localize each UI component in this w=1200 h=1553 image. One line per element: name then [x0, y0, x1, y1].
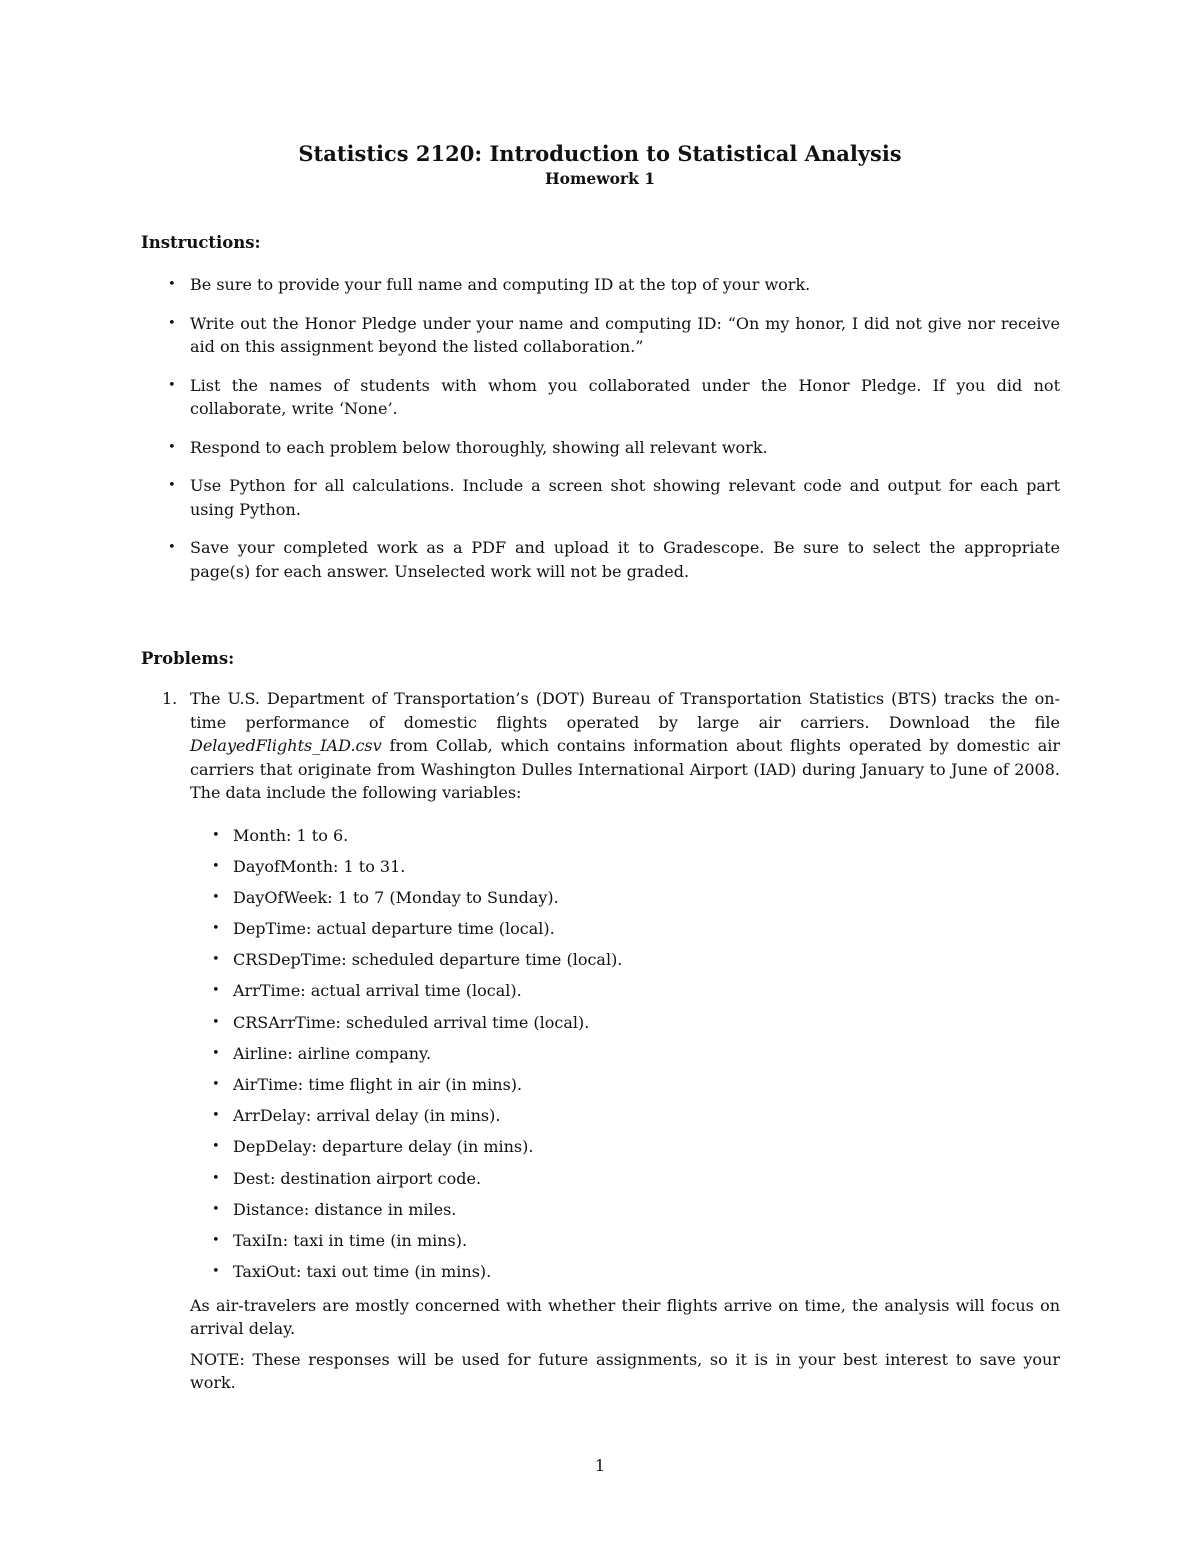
variable-item: [190, 1011, 1060, 1035]
variable-text: DayofMonth: 1 to 31.: [233, 856, 406, 876]
variable-text: AirTime: time flight in air (in mins).: [233, 1075, 523, 1094]
bullet-icon: •: [168, 540, 176, 555]
bullet-icon: •: [212, 827, 220, 843]
instruction-item: [163, 312, 1060, 359]
variable-item: [190, 1260, 1060, 1284]
variable-item: [190, 1042, 1060, 1066]
variable-item: [190, 1135, 1060, 1159]
instruction-item: [163, 436, 1060, 460]
page-number: 1: [594, 1456, 606, 1475]
instruction-text: Use Python for all calculations. Include a screen shot showing relevant code and output for each part using Python.: [190, 476, 1060, 519]
variable-item: [190, 1104, 1060, 1128]
instruction-text: Be sure to provide your full name and computing ID at the top of your work.: [190, 275, 811, 294]
problem-number: 1.: [162, 689, 178, 708]
variable-item: [190, 1073, 1060, 1097]
bullet-icon: •: [168, 377, 176, 393]
problem-intro-text: The U.S. Department of Transportation’s (DOT) Bureau of Transportation Statistics (BTS) tracks the on-time performance of domestic flights operated by large air carriers. Download the file: [190, 689, 1060, 732]
variable-text: Dest: destination airport code.: [233, 1168, 482, 1188]
variable-text: DepTime: actual departure time (local).: [233, 919, 555, 939]
variable-text: Airline: airline company.: [233, 1043, 432, 1063]
problem-intro: [190, 687, 1060, 805]
bullet-icon: •: [212, 983, 220, 999]
note-paragraph: NOTE: These responses will be used for future assignments, so it is in your best interest to save your work.: [190, 1349, 1060, 1393]
problems-heading: Problems:: [141, 649, 235, 668]
variable-text: ArrTime: actual arrival time (local).: [233, 981, 522, 1001]
variable-item: [190, 855, 1060, 879]
variable-item: [190, 1198, 1060, 1222]
bullet-icon: •: [168, 315, 176, 331]
instructions-list: [163, 273, 1060, 598]
problems-list: [158, 687, 1060, 1395]
instruction-text: Write out the Honor Pledge under your name and computing ID: “On my honor, I did not give nor receive aid on this assignment beyond the listed collaboration.”: [190, 313, 1060, 356]
bullet-icon: •: [212, 1170, 220, 1186]
variable-text: Month: 1 to 6.: [233, 825, 349, 845]
variable-text: TaxiOut: taxi out time (in mins).: [233, 1262, 492, 1282]
variables-list: [190, 824, 1060, 1284]
instruction-item: [163, 273, 1060, 297]
variable-text: ArrDelay: arrival delay (in mins).: [233, 1106, 501, 1126]
document-subtitle: Homework 1: [544, 169, 655, 188]
bullet-icon: •: [212, 952, 220, 968]
variable-item: [190, 917, 1060, 941]
bullet-icon: •: [212, 1045, 220, 1061]
variable-item: [190, 1229, 1060, 1253]
problem-intro-text-cont: from Collab, which contains information about flights operated by domestic air carriers that originate from Washington Dulles International Airport (IAD) during January to June of 2008. The data include the following variables:: [190, 736, 1060, 802]
dataset-filename: DelayedFlights_IAD.csv: [190, 736, 382, 755]
variable-text: CRSArrTime: scheduled arrival time (local).: [233, 1012, 590, 1032]
focus-paragraph: As air-travelers are mostly concerned with whether their flights arrive on time, the analysis will focus on arrival delay.: [190, 1295, 1060, 1339]
bullet-icon: •: [212, 1139, 220, 1155]
variable-item: [190, 979, 1060, 1003]
instruction-text: List the names of students with whom you collaborated under the Honor Pledge. If you did not collaborate, write ‘None’.: [190, 375, 1060, 418]
bullet-icon: •: [212, 1014, 220, 1030]
bullet-icon: •: [212, 858, 220, 874]
instruction-item: [163, 374, 1060, 421]
instruction-item: [163, 536, 1060, 583]
bullet-icon: •: [168, 277, 176, 292]
instruction-item: [163, 474, 1060, 521]
bullet-icon: •: [212, 1264, 220, 1280]
variable-text: DayOfWeek: 1 to 7 (Monday to Sunday).: [233, 887, 559, 907]
variable-text: Distance: distance in miles.: [233, 1199, 457, 1219]
bullet-icon: •: [212, 921, 220, 937]
document-title: Statistics 2120: Introduction to Statistical Analysis: [298, 141, 902, 166]
instruction-text: Save your completed work as a PDF and upload it to Gradescope. Be sure to select the appropriate page(s) for each answer. Unselected work will not be graded.: [190, 538, 1060, 581]
bullet-icon: •: [212, 1108, 220, 1124]
bullet-icon: •: [212, 1201, 220, 1217]
bullet-icon: •: [212, 1077, 220, 1092]
bullet-icon: •: [168, 478, 176, 493]
problem-item-1: [158, 687, 1060, 1395]
variable-item: [190, 1167, 1060, 1191]
variable-item: [190, 948, 1060, 972]
variable-text: DepDelay: departure delay (in mins).: [233, 1137, 534, 1157]
variable-text: TaxiIn: taxi in time (in mins).: [233, 1230, 468, 1250]
instructions-heading: Instructions:: [141, 233, 261, 252]
variable-item: [190, 886, 1060, 910]
variable-item: [190, 824, 1060, 848]
instruction-text: Respond to each problem below thoroughly, showing all relevant work.: [190, 437, 768, 457]
bullet-icon: •: [212, 1232, 220, 1248]
bullet-icon: •: [212, 889, 220, 905]
bullet-icon: •: [168, 439, 176, 455]
variable-text: CRSDepTime: scheduled departure time (local).: [233, 950, 623, 970]
